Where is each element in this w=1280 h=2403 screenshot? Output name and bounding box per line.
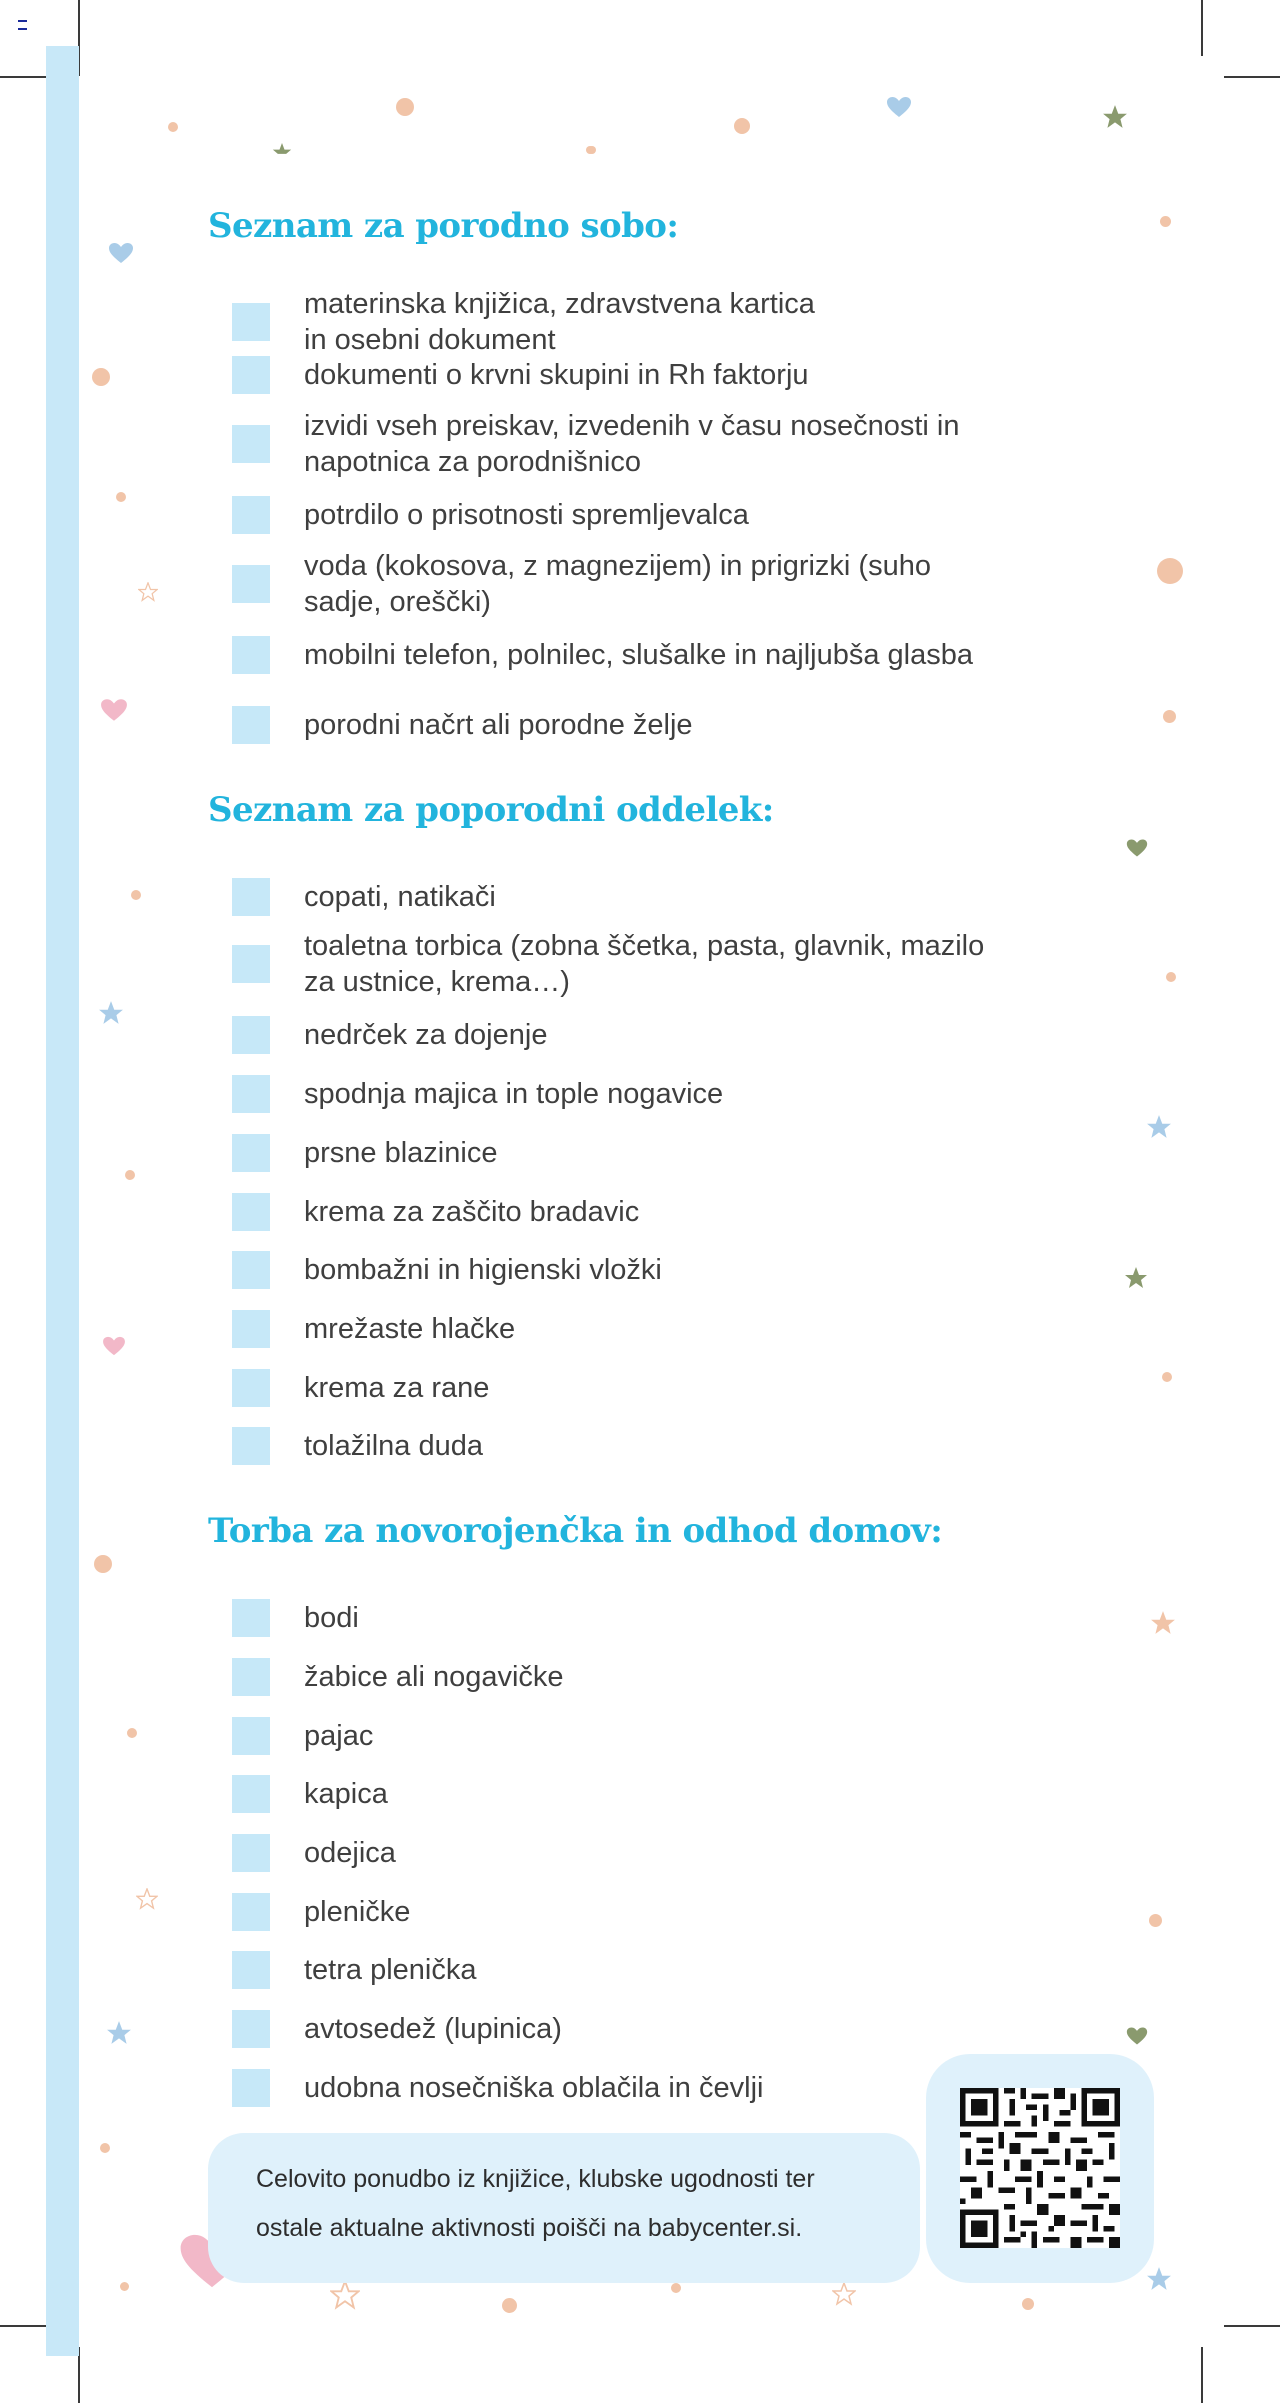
item-text: tetra plenička xyxy=(304,1954,477,1986)
star-outline-icon xyxy=(138,582,158,602)
checklist-item xyxy=(232,548,1092,620)
item-text: spodnja majica in tople nogavice xyxy=(304,1078,724,1110)
crop-mark xyxy=(1201,2347,1203,2403)
star-icon xyxy=(98,1000,124,1026)
checklist-item xyxy=(232,878,1092,916)
confetti-dot xyxy=(1166,972,1176,982)
heart-icon xyxy=(100,698,128,722)
checklist-item xyxy=(232,1427,1092,1465)
confetti-dot xyxy=(100,2143,110,2153)
checklist-item xyxy=(232,496,1092,534)
checkbox[interactable] xyxy=(232,2069,270,2107)
checkbox[interactable] xyxy=(232,1658,270,1696)
item-text: žabice ali nogavičke xyxy=(304,1661,564,1693)
star-icon xyxy=(1102,104,1128,130)
item-text: avtosedež (lupinica) xyxy=(304,2013,562,2045)
star-icon xyxy=(1146,2266,1172,2292)
checkbox[interactable] xyxy=(232,945,270,983)
left-color-band xyxy=(46,46,79,2356)
checklist-item xyxy=(232,928,1092,1000)
item-text: mobilni telefon, polnilec, slušalke in najljubša glasba xyxy=(304,639,974,671)
checkbox[interactable] xyxy=(232,1369,270,1407)
confetti-dot xyxy=(734,118,750,134)
checklist-item xyxy=(232,706,1092,744)
checklist-item xyxy=(232,2010,1092,2048)
item-text: izvidi vseh preiskav, izvedenih v času nosečnosti in napotnica za porodnišnico xyxy=(304,410,960,478)
checkbox[interactable] xyxy=(232,1775,270,1813)
section-title-delivery-room: Seznam za porodno sobo: xyxy=(208,206,679,246)
item-text: krema za rane xyxy=(304,1372,490,1404)
confetti-dot xyxy=(1022,2298,1034,2310)
checklist-item xyxy=(232,1134,1092,1172)
promo-text: Celovito ponudbo iz knjižice, klubske ugodnosti ter ostale aktualne aktivnosti poišči na babycenter.si. xyxy=(256,2165,815,2242)
item-text: pajac xyxy=(304,1720,374,1752)
confetti-dot xyxy=(168,122,178,132)
star-icon xyxy=(106,2020,132,2046)
checklist-item xyxy=(232,1599,1092,1637)
checkbox[interactable] xyxy=(232,636,270,674)
confetti-dot xyxy=(127,1728,137,1738)
confetti-dot xyxy=(1163,710,1176,723)
star-outline-icon xyxy=(832,2282,856,2306)
confetti-dot xyxy=(396,98,414,116)
checkbox[interactable] xyxy=(232,1951,270,1989)
star-outline-icon xyxy=(136,1888,158,1910)
item-text: toaletna torbica (zobna ščetka, pasta, glavnik, mazilo za ustnice, krema…) xyxy=(304,930,985,998)
checkbox[interactable] xyxy=(232,565,270,603)
confetti-dot xyxy=(671,2283,681,2293)
star-icon xyxy=(1124,1266,1148,1290)
checkbox[interactable] xyxy=(232,1717,270,1755)
confetti-dot xyxy=(120,2282,129,2291)
checklist-item xyxy=(232,1951,1092,1989)
checkbox[interactable] xyxy=(232,1427,270,1465)
qr-code-icon[interactable] xyxy=(960,2088,1120,2248)
item-text: tolažilna duda xyxy=(304,1430,483,1462)
checklist-item xyxy=(232,1717,1092,1755)
heart-icon xyxy=(108,242,134,264)
checkbox[interactable] xyxy=(232,1834,270,1872)
checklist-item xyxy=(232,1075,1092,1113)
item-text: bombažni in higienski vložki xyxy=(304,1254,662,1286)
checklist-item xyxy=(232,1893,1092,1931)
checklist-item xyxy=(232,356,1092,394)
item-text: nedrček za dojenje xyxy=(304,1019,548,1051)
checklist-item xyxy=(232,1016,1092,1054)
item-text: prsne blazinice xyxy=(304,1137,498,1169)
confetti-dot xyxy=(92,368,110,386)
item-text: udobna nosečniška oblačila in čevlji xyxy=(304,2072,764,2104)
heart-icon xyxy=(1126,2026,1148,2046)
confetti-dot xyxy=(502,2298,517,2313)
checklist-item xyxy=(232,1193,1092,1231)
checkbox[interactable] xyxy=(232,356,270,394)
item-text: dokumenti o krvni skupini in Rh faktorju xyxy=(304,359,809,391)
section-title-postnatal-ward: Seznam za poporodni oddelek: xyxy=(208,790,774,830)
item-text: pleničke xyxy=(304,1896,411,1928)
checkbox[interactable] xyxy=(232,878,270,916)
item-text: materinska knjižica, zdravstvena kartica in osebni dokument xyxy=(304,288,815,356)
crop-mark xyxy=(1201,0,1203,56)
confetti-dot xyxy=(588,146,596,154)
checkbox[interactable] xyxy=(232,1310,270,1348)
confetti-dot xyxy=(1157,558,1183,584)
item-text: kapica xyxy=(304,1778,388,1810)
checkbox[interactable] xyxy=(232,1134,270,1172)
crop-mark xyxy=(1224,76,1280,78)
star-icon xyxy=(1150,1610,1176,1636)
star-outline-icon xyxy=(330,2280,360,2310)
checklist-item xyxy=(232,1834,1092,1872)
item-text: voda (kokosova, z magnezijem) in prigrizki (suho sadje, oreščki) xyxy=(304,550,931,618)
checklist-item xyxy=(232,408,1092,480)
checkbox[interactable] xyxy=(232,303,270,341)
checkbox[interactable] xyxy=(232,1016,270,1054)
heart-icon xyxy=(1126,838,1148,858)
item-text: odejica xyxy=(304,1837,396,1869)
item-text: potrdilo o prisotnosti spremljevalca xyxy=(304,499,749,531)
checkbox[interactable] xyxy=(232,2010,270,2048)
confetti-dot xyxy=(1149,1914,1162,1927)
checkbox[interactable] xyxy=(232,1075,270,1113)
confetti-dot xyxy=(125,1170,135,1180)
item-text: krema za zaščito bradavic xyxy=(304,1196,640,1228)
confetti-dot xyxy=(116,492,126,502)
checkbox[interactable] xyxy=(232,496,270,534)
checkbox[interactable] xyxy=(232,425,270,463)
star-icon xyxy=(272,142,292,154)
section-title-newborn-bag: Torba za novorojenčka in odhod domov: xyxy=(208,1511,943,1551)
checklist-item xyxy=(232,286,1092,358)
heart-icon xyxy=(886,96,912,118)
star-icon xyxy=(1146,1114,1172,1140)
heart-icon xyxy=(102,1336,126,1356)
item-text: mrežaste hlačke xyxy=(304,1313,516,1345)
confetti-dot xyxy=(131,890,141,900)
checklist-item xyxy=(232,1775,1092,1813)
item-text: porodni načrt ali porodne želje xyxy=(304,709,693,741)
checkbox[interactable] xyxy=(232,1599,270,1637)
checklist-item xyxy=(232,1369,1092,1407)
checklist-item xyxy=(232,1658,1092,1696)
checklist-item xyxy=(232,1251,1092,1289)
crop-mark xyxy=(1224,2325,1280,2327)
checkbox[interactable] xyxy=(232,1193,270,1231)
confetti-dot xyxy=(1162,1372,1172,1382)
checkbox[interactable] xyxy=(232,1251,270,1289)
checkbox[interactable] xyxy=(232,706,270,744)
promo-box xyxy=(208,2133,920,2283)
corner-mark-icon xyxy=(18,20,27,30)
checklist-item xyxy=(232,1310,1092,1348)
confetti-dot xyxy=(1160,216,1171,227)
checklist-item xyxy=(232,636,1092,674)
item-text: bodi xyxy=(304,1602,359,1634)
item-text: copati, natikači xyxy=(304,881,496,913)
checkbox[interactable] xyxy=(232,1893,270,1931)
confetti-dot xyxy=(94,1555,112,1573)
